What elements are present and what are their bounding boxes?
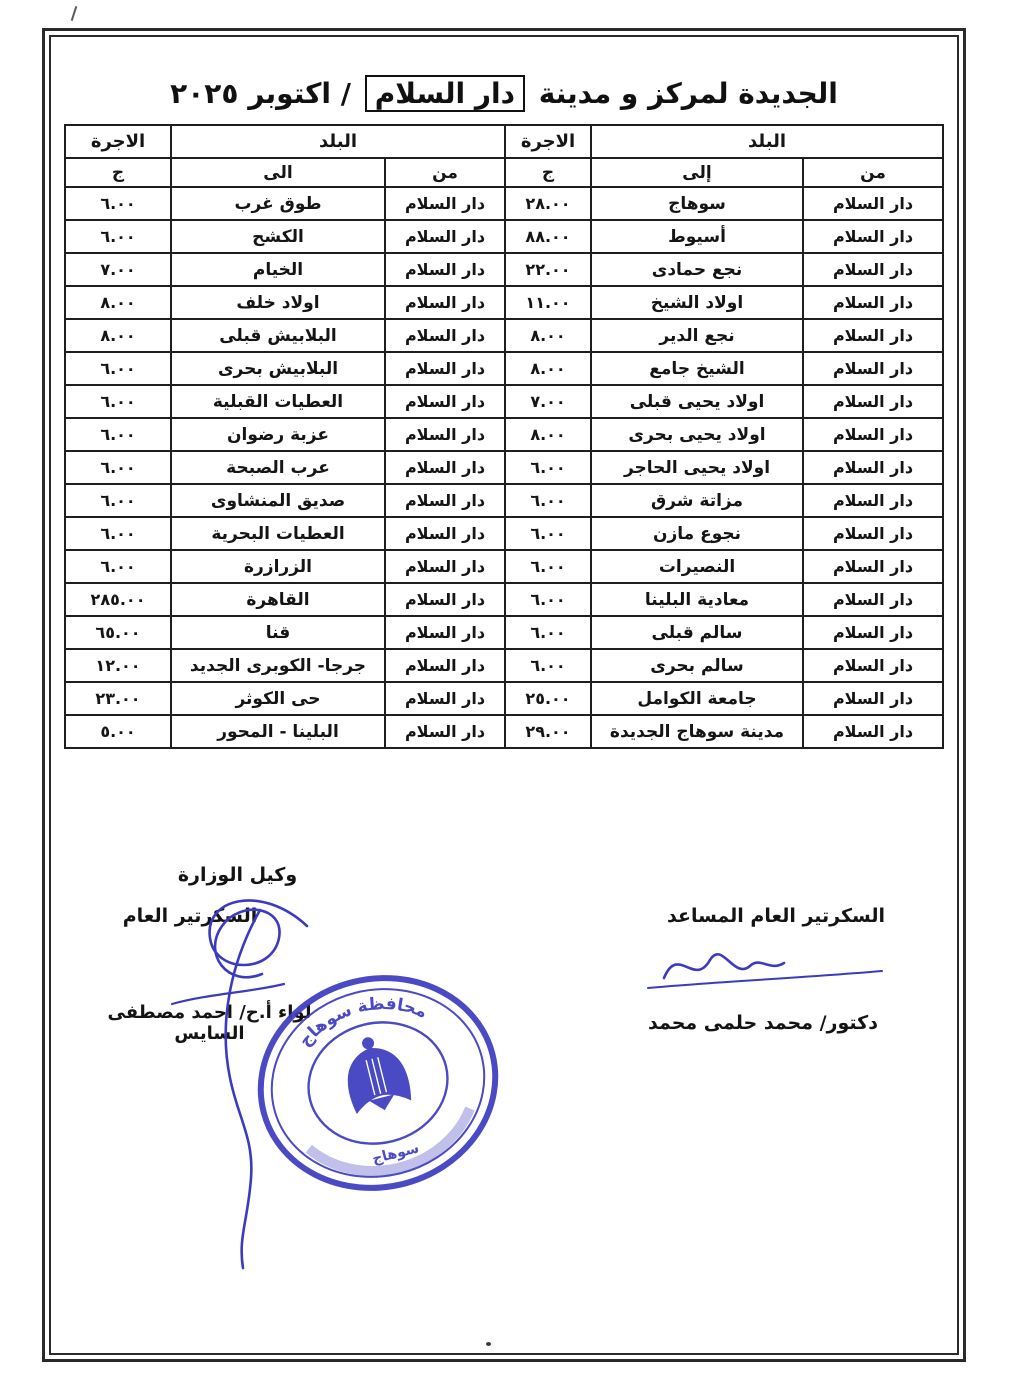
- cell-to-left: صديق المنشاوى: [171, 484, 385, 517]
- cell-to-right: سالم قبلى: [591, 616, 803, 649]
- cell-to-left: اولاد خلف: [171, 286, 385, 319]
- cell-to-right: جامعة الكوامل: [591, 682, 803, 715]
- cell-to-left: عزبة رضوان: [171, 418, 385, 451]
- cell-fare-left: ٦.٠٠: [65, 352, 171, 385]
- cell-fare-left: ١٢.٠٠: [65, 649, 171, 682]
- cell-from-left: دار السلام: [385, 385, 505, 418]
- cell-to-right: مدينة سوهاج الجديدة: [591, 715, 803, 748]
- cell-fare-left: ٧.٠٠: [65, 253, 171, 286]
- title-suffix: / اكتوبر ٢٠٢٥: [170, 77, 351, 110]
- deputy-minister-title: وكيل الوزارة: [177, 864, 298, 886]
- header-fare-left: الاجرة: [65, 125, 171, 158]
- fare-table-body: [65, 187, 943, 748]
- cell-to-left: طوق غرب: [171, 187, 385, 220]
- cell-from-left: دار السلام: [385, 352, 505, 385]
- page-content: [51, 37, 957, 1353]
- page-border-inner: [49, 35, 959, 1355]
- pen-mark: [71, 6, 78, 21]
- cell-fare-right: ٢٩.٠٠: [505, 715, 591, 748]
- cell-to-left: قنا: [171, 616, 385, 649]
- title-prefix: الجديدة لمركز و مدينة: [538, 77, 838, 110]
- cell-fare-right: ١١.٠٠: [505, 286, 591, 319]
- cell-from-left: دار السلام: [385, 286, 505, 319]
- cell-from-right: دار السلام: [803, 616, 943, 649]
- cell-from-left: دار السلام: [385, 583, 505, 616]
- cell-to-right: الشيخ جامع: [591, 352, 803, 385]
- cell-from-left: دار السلام: [385, 550, 505, 583]
- table-row: [65, 286, 943, 319]
- cell-from-left: دار السلام: [385, 715, 505, 748]
- cell-to-left: البلينا - المحور: [171, 715, 385, 748]
- cell-fare-right: ٢٨.٠٠: [505, 187, 591, 220]
- cell-from-right: دار السلام: [803, 715, 943, 748]
- page-title: [51, 75, 957, 112]
- fare-table-head: [65, 125, 943, 187]
- table-row: [65, 319, 943, 352]
- cell-from-right: دار السلام: [803, 451, 943, 484]
- table-row: [65, 220, 943, 253]
- cell-from-left: دار السلام: [385, 220, 505, 253]
- cell-to-right: معادية البلينا: [591, 583, 803, 616]
- cell-to-left: الخيام: [171, 253, 385, 286]
- cell-to-right: اولاد يحيى بحرى: [591, 418, 803, 451]
- cell-fare-right: ٨.٠٠: [505, 319, 591, 352]
- cell-to-right: اولاد يحيى قبلى: [591, 385, 803, 418]
- header-to-left: الى: [171, 158, 385, 187]
- cell-from-right: دار السلام: [803, 583, 943, 616]
- cell-to-right: سوهاج: [591, 187, 803, 220]
- cell-fare-left: ٦.٠٠: [65, 484, 171, 517]
- cell-to-left: جرجا- الكوبرى الجديد: [171, 649, 385, 682]
- cell-fare-left: ٦.٠٠: [65, 451, 171, 484]
- cell-fare-left: ٦.٠٠: [65, 220, 171, 253]
- cell-fare-right: ٦.٠٠: [505, 649, 591, 682]
- table-row: [65, 352, 943, 385]
- table-row: [65, 550, 943, 583]
- cell-to-right: نجوع مازن: [591, 517, 803, 550]
- cell-to-right: نجع الدير: [591, 319, 803, 352]
- cell-from-right: دار السلام: [803, 319, 943, 352]
- cell-fare-left: ٦.٠٠: [65, 187, 171, 220]
- cell-fare-right: ٢٥.٠٠: [505, 682, 591, 715]
- header-currency-right: ج: [505, 158, 591, 187]
- assistant-secretary-name: دكتور/ محمد حلمى محمد: [648, 1012, 878, 1034]
- cell-to-right: أسيوط: [591, 220, 803, 253]
- header-fare-right: الاجرة: [505, 125, 591, 158]
- table-row: [65, 253, 943, 286]
- table-row: [65, 583, 943, 616]
- cell-fare-left: ٦.٠٠: [65, 418, 171, 451]
- secretary-general-name: لواء أ.ح/ احمد مصطفى السايس: [107, 1002, 312, 1044]
- cell-fare-right: ٢٢.٠٠: [505, 253, 591, 286]
- page-border: [42, 28, 966, 1362]
- cell-to-right: النصيرات: [591, 550, 803, 583]
- cell-to-left: البلابيش بحرى: [171, 352, 385, 385]
- cell-fare-right: ٦.٠٠: [505, 583, 591, 616]
- cell-from-right: دار السلام: [803, 220, 943, 253]
- cell-to-left: العطيات البحرية: [171, 517, 385, 550]
- cell-from-left: دار السلام: [385, 616, 505, 649]
- cell-from-left: دار السلام: [385, 451, 505, 484]
- cell-fare-right: ٨٨.٠٠: [505, 220, 591, 253]
- cell-to-right: اولاد الشيخ: [591, 286, 803, 319]
- fare-table: [64, 124, 944, 749]
- header-currency-left: ج: [65, 158, 171, 187]
- header-from-right: من: [803, 158, 943, 187]
- table-row: [65, 649, 943, 682]
- cell-from-left: دار السلام: [385, 319, 505, 352]
- cell-from-right: دار السلام: [803, 484, 943, 517]
- cell-from-right: دار السلام: [803, 253, 943, 286]
- cell-to-right: نجع حمادى: [591, 253, 803, 286]
- cell-fare-right: ٧.٠٠: [505, 385, 591, 418]
- cell-to-left: عرب الصبحة: [171, 451, 385, 484]
- cell-fare-right: ٨.٠٠: [505, 352, 591, 385]
- cell-to-left: القاهرة: [171, 583, 385, 616]
- cell-fare-right: ٦.٠٠: [505, 517, 591, 550]
- table-header-row-1: [65, 125, 943, 158]
- table-row: [65, 616, 943, 649]
- cell-from-right: دار السلام: [803, 385, 943, 418]
- cell-from-right: دار السلام: [803, 352, 943, 385]
- cell-from-left: دار السلام: [385, 187, 505, 220]
- ink-dot: [486, 1342, 491, 1346]
- cell-to-left: الكشح: [171, 220, 385, 253]
- header-country-left: البلد: [171, 125, 505, 158]
- header-country-right: البلد: [591, 125, 943, 158]
- cell-from-right: دار السلام: [803, 418, 943, 451]
- table-row: [65, 484, 943, 517]
- table-header-row-2: [65, 158, 943, 187]
- cell-fare-left: ٥.٠٠: [65, 715, 171, 748]
- cell-from-right: دار السلام: [803, 517, 943, 550]
- cell-fare-left: ٦.٠٠: [65, 550, 171, 583]
- cell-to-left: البلابيش قبلى: [171, 319, 385, 352]
- cell-fare-right: ٨.٠٠: [505, 418, 591, 451]
- stamp-top-text: محافظة سوهاج: [295, 993, 431, 1051]
- table-row: [65, 418, 943, 451]
- cell-to-left: حى الكوثر: [171, 682, 385, 715]
- cell-from-right: دار السلام: [803, 550, 943, 583]
- cell-fare-left: ٦.٠٠: [65, 385, 171, 418]
- table-row: [65, 715, 943, 748]
- cell-fare-left: ٢٣.٠٠: [65, 682, 171, 715]
- cell-from-left: دار السلام: [385, 253, 505, 286]
- cell-from-right: دار السلام: [803, 649, 943, 682]
- header-from-left: من: [385, 158, 505, 187]
- cell-fare-left: ٢٨٥.٠٠: [65, 583, 171, 616]
- secretary-general-title: السكرتير العام: [122, 905, 258, 927]
- cell-to-right: اولاد يحيى الحاجر: [591, 451, 803, 484]
- table-row: [65, 385, 943, 418]
- cell-fare-right: ٦.٠٠: [505, 550, 591, 583]
- table-row: [65, 187, 943, 220]
- cell-from-left: دار السلام: [385, 649, 505, 682]
- cell-from-right: دار السلام: [803, 187, 943, 220]
- cell-fare-right: ٦.٠٠: [505, 451, 591, 484]
- table-row: [65, 451, 943, 484]
- cell-from-right: دار السلام: [803, 286, 943, 319]
- cell-to-left: الزرازرة: [171, 550, 385, 583]
- header-to-right: إلى: [591, 158, 803, 187]
- title-highlight: دار السلام: [365, 75, 525, 112]
- cell-fare-left: ٦.٠٠: [65, 517, 171, 550]
- stamp-bottom-text: سوهاج: [370, 1140, 421, 1168]
- cell-fare-right: ٦.٠٠: [505, 484, 591, 517]
- cell-from-right: دار السلام: [803, 682, 943, 715]
- cell-fare-right: ٦.٠٠: [505, 616, 591, 649]
- cell-from-left: دار السلام: [385, 484, 505, 517]
- cell-from-left: دار السلام: [385, 418, 505, 451]
- cell-from-left: دار السلام: [385, 682, 505, 715]
- table-row: [65, 517, 943, 550]
- assistant-secretary-title: السكرتير العام المساعد: [666, 905, 886, 927]
- table-row: [65, 682, 943, 715]
- cell-fare-left: ٨.٠٠: [65, 319, 171, 352]
- cell-to-right: مزاتة شرق: [591, 484, 803, 517]
- cell-to-left: العطيات القبلية: [171, 385, 385, 418]
- cell-fare-left: ٦٥.٠٠: [65, 616, 171, 649]
- cell-fare-left: ٨.٠٠: [65, 286, 171, 319]
- cell-to-right: سالم بحرى: [591, 649, 803, 682]
- cell-from-left: دار السلام: [385, 517, 505, 550]
